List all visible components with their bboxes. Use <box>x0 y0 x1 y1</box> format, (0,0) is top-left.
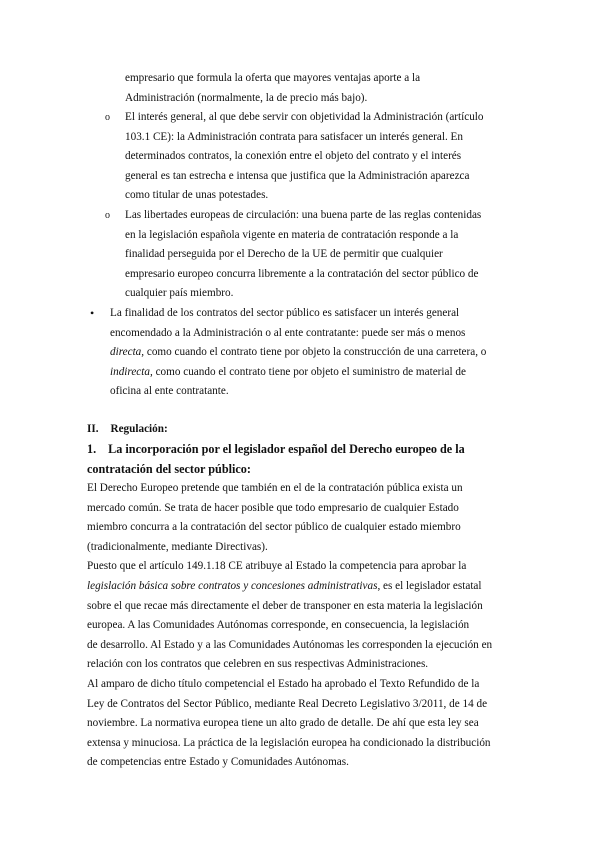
section-number: II. <box>87 423 99 435</box>
text-line: sobre el que recae más directamente el deber de transponer en esta materia la legislación <box>87 599 483 612</box>
subsection-title: La incorporación por el legislador español del Derecho europeo de la <box>108 442 465 456</box>
text-span: , es el legislador estatal <box>377 579 482 592</box>
emphasis-text: indirecta, <box>110 365 153 378</box>
text-span: como cuando el contrato tiene por objeto la construcción de una carretera, o <box>144 346 487 359</box>
text-line: El interés general, al que debe servir con objetividad la Administración (artículo <box>125 111 484 123</box>
text-line: oficina al ente contratante. <box>110 385 229 398</box>
text-span: como cuando el contrato tiene por objeto el suministro de material de <box>152 365 466 378</box>
sub-bullet-marker: o <box>105 112 110 123</box>
text-line: encomendado a la Administración o al ente contratante: puede ser más o menos <box>110 326 466 339</box>
text-line: empresario europeo concurra libremente a la contratación del sector público de <box>125 267 479 280</box>
text-line: Las libertades europeas de circulación: una buena parte de las reglas contenidas <box>125 209 482 221</box>
sub-bullet-marker: o <box>105 210 110 221</box>
text-line: mercado común. Se trata de hacer posible que todo empresario de cualquier Estado <box>87 501 459 514</box>
text-line: (tradicionalmente, mediante Directivas). <box>87 540 268 553</box>
text-line: La finalidad de los contratos del sector público es satisfacer un interés general <box>110 307 460 319</box>
text-line: El Derecho Europeo pretende que también en el de la contratación pública exista un <box>87 482 463 494</box>
emphasis-text: directa, <box>110 346 145 359</box>
text-line: 103.1 CE): la Administración contrata para satisfacer un interés general. En <box>125 130 463 143</box>
text-line: cualquier país miembro. <box>125 287 234 300</box>
text-line: Ley de Contratos del Sector Público, mediante Real Decreto Legislativo 3/2011, de 14 de <box>87 697 488 710</box>
subsection-number: 1. <box>87 442 97 456</box>
bullet-marker: • <box>90 306 95 320</box>
text-line <box>87 440 527 460</box>
text-line: en la legislación española vigente en materia de contratación responde a la <box>125 228 459 241</box>
text-line: de desarrollo. Al Estado y a las Comunidades Autónomas les corresponden la ejecución en <box>87 638 493 651</box>
text-line: de competencias entre Estado y Comunidades Autónomas. <box>87 756 349 769</box>
text-line <box>110 343 522 363</box>
text-line: empresario que formula la oferta que mayores ventajas aporte a la <box>125 72 421 84</box>
text-line: europea. A las Comunidades Autónomas corresponde, en consecuencia, la legislación <box>87 619 470 632</box>
text-line <box>87 577 527 597</box>
text-line: Al amparo de dicho título competencial el Estado ha aprobado el Texto Refundido de la <box>87 677 480 690</box>
text-line: determinados contratos, la conexión entre el objeto del contrato y el interés <box>125 150 462 163</box>
sub-item-interes-general <box>125 108 525 206</box>
sub-item-continuation <box>125 69 525 108</box>
subsection-heading <box>87 440 527 479</box>
text-line: Administración (normalmente, la de precio más bajo). <box>125 91 368 104</box>
text-line <box>110 363 522 383</box>
text-line: contratación del sector público: <box>87 461 251 476</box>
body-text <box>87 479 527 773</box>
bullet-item-finalidad <box>110 304 522 402</box>
text-line: miembro concurra a la contratación del sector público de cualquier estado miembro <box>87 521 461 534</box>
text-line: extensa y minuciosa. La práctica de la legislación europea ha condicionado la distribución <box>87 736 491 749</box>
emphasis-text: legislación básica sobre contratos y concesiones administrativas <box>87 579 378 592</box>
text-line: Puesto que el artículo 149.1.18 CE atribuye al Estado la competencia para aprobar la <box>87 560 467 573</box>
text-line: general es tan estrecha e intensa que justifica que la Administración aparezca <box>125 169 470 182</box>
text-line: finalidad perseguida por el Derecho de la UE de permitir que cualquier <box>125 248 443 261</box>
section-heading <box>87 420 527 440</box>
text-line: como titular de unas potestades. <box>125 189 269 202</box>
section-title: Regulación: <box>110 423 168 435</box>
text-line: noviembre. La normativa europea tiene un alto grado de detalle. De ahí que esta ley sea <box>87 717 479 730</box>
text-line: relación con los contratos que celebren en sus respectivas Administraciones. <box>87 658 429 671</box>
sub-item-libertades-europeas <box>125 206 525 304</box>
